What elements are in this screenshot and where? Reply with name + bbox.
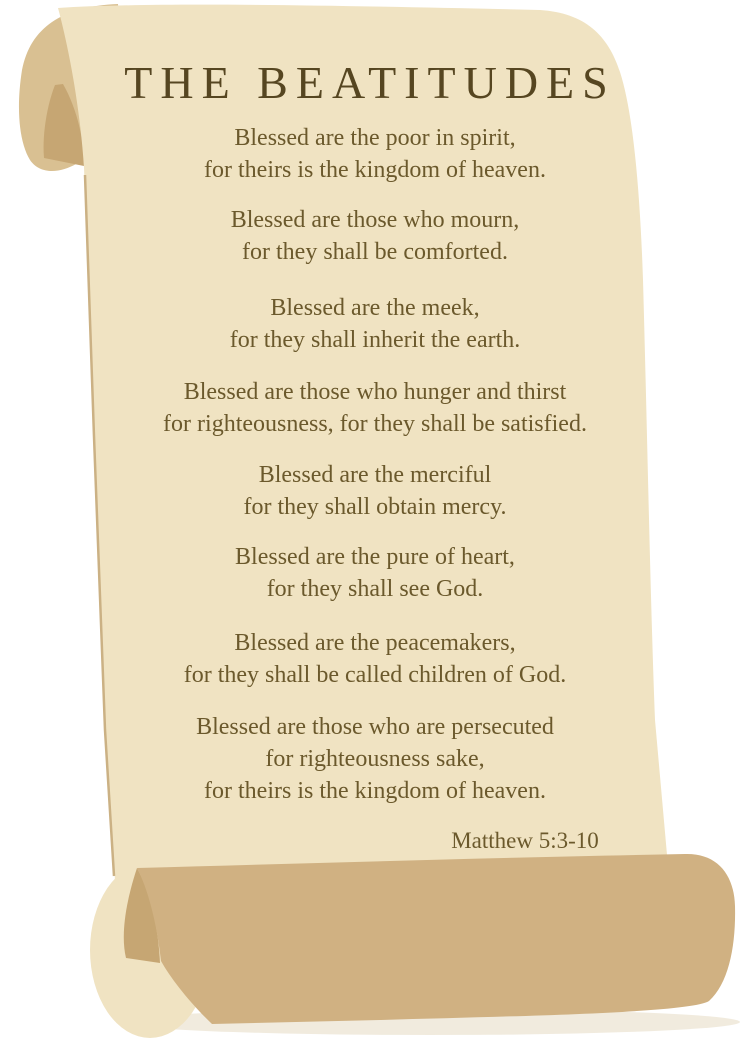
verse-3 [58,292,692,356]
verse-line: for they shall obtain mercy. [243,494,507,520]
verse-line: for righteousness sake, [265,746,485,772]
verse-line: Blessed are those who mourn, [230,207,520,233]
verse-line: for they shall be comforted. [242,239,508,265]
verse-line: for they shall be called children of God. [183,662,567,688]
bottom-roll-cylinder [137,854,735,1024]
verse-line: Blessed are those who are persecuted [196,714,554,740]
verse-line: Blessed are the peacemakers, [234,630,516,656]
verse-line: for righteousness, for they shall be satisfied. [163,411,587,437]
verse-line: Blessed are the meek, [270,295,480,321]
verse-line: for theirs is the kingdom of heaven. [204,157,546,183]
verse-6 [58,541,692,605]
verse-line: Blessed are the poor in spirit, [234,125,516,151]
verse-4 [58,376,692,440]
verse-7 [58,627,692,691]
verse-line: for they shall see God. [266,576,484,602]
scroll-title: THE BEATITUDES [124,57,616,108]
verse-5 [58,459,692,523]
verse-line: for theirs is the kingdom of heaven. [204,778,546,804]
verse-line: Blessed are the merciful [258,462,492,488]
verse-line: Blessed are those who hunger and thirst [183,379,567,405]
verse-2 [58,204,692,268]
verse-line: for they shall inherit the earth. [229,327,521,353]
verse-1 [58,122,692,186]
verse-8 [58,711,692,807]
verse-line: Blessed are the pure of heart, [235,544,515,570]
scripture-reference: Matthew 5:3-10 [451,828,599,853]
